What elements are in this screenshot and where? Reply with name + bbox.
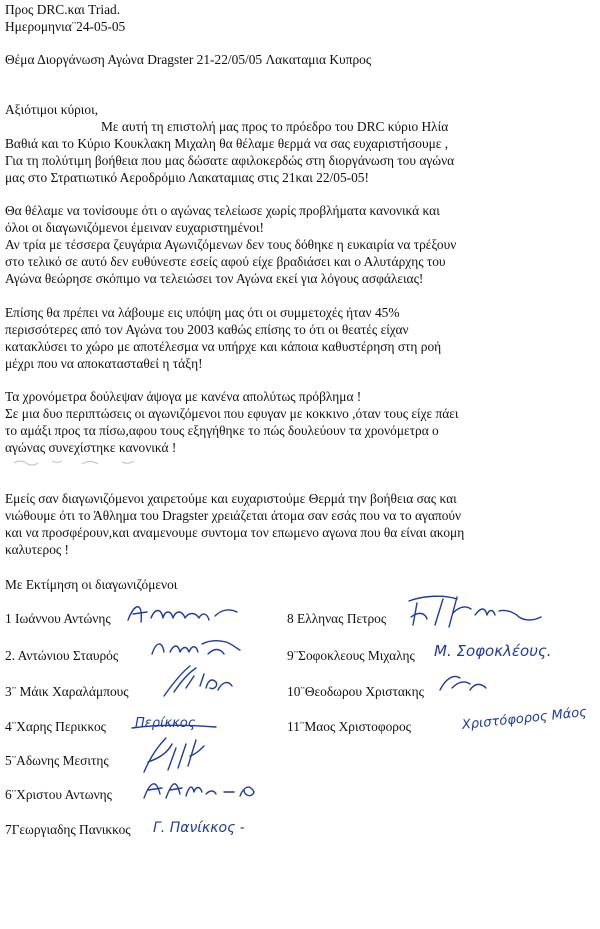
paragraph-line: και να προσφέρουν,και αναμενουμε συντομα τον επωμενο αγωνα που θα είναι ακομη	[5, 525, 465, 540]
signatory-name: 7Γεωργιαδης Πανικκος	[5, 822, 131, 837]
date-line: Ημερομηνια¨24-05-05	[5, 19, 126, 34]
signature-7: Γ. Πανίκκος -	[153, 820, 245, 836]
paragraph-line: Βαθιά και το Κύριο Κουκλακη Μιχαλη θα θέλαμε θερμά να σας ευχαριστήσουμε ,	[5, 136, 449, 151]
paragraph-line: Για τη πολύτιμη βοήθεια που μας δώσατε αφιλοκερδώς στη διοργάνωση του αγώνα	[5, 153, 455, 168]
paragraph-line: μέχρι που να αποκατασταθεί η τάξη!	[5, 356, 203, 371]
signature-6	[140, 772, 270, 804]
signature-4-underline	[130, 722, 220, 732]
signatory-name: 11¨Μαος Χριστοφορος	[287, 719, 411, 734]
signature-5	[138, 732, 208, 776]
paragraph-line: μας στο Στρατιωτικό Αεροδρόμιο Λακαταμιας στις 21και 22/05-05!	[5, 170, 369, 185]
recipient-line: Προς DRC.και Triad.	[5, 2, 121, 17]
signatory-name: 4¨Χαρης Περικκος	[5, 719, 106, 734]
paragraph-line: Επίσης θα πρέπει να λάβουμε εις υπόψη μας ότι οι συμμετοχές ήταν 45%	[5, 305, 400, 320]
salutation: Αξιότιμοι κύριοι,	[5, 102, 99, 117]
paragraph-line: Εμείς σαν διαγωνιζόμενοι χαιρετούμε και ευχαριστούμε Θερμά την βοήθεια σας και	[5, 491, 457, 506]
signatory-name: 5¨Αδωνης Μεσιτης	[5, 753, 109, 768]
subject-line: Θέμα Διοργάνωση Αγώνα Dragster 21-22/05/05 Λακαταμια Κυπρος	[5, 52, 372, 67]
paragraph-line: Τα χρονόμετρα δούλεψαν άψογα με κανένα απολύτως πρόβλημα !	[5, 389, 362, 404]
signatory-name: 10¨Θεοδωρου Χριστακης	[287, 684, 424, 699]
paragraph-line: Σε μια δυο περιπτώσεις οι αγωνιζόμενοι που εφυγαν με κοκκινο ,όταν τους είχε πάει	[5, 406, 459, 421]
paragraph-line: περισσότερες από τον Αγώνα του 2003 καθώς επίσης το ότι οι θεατές είχαν	[5, 322, 409, 337]
paragraph-line: νιώθουμε ότι το Άθλημα του Dragster χρειάζεται άτομα σαν εσάς που να το αγαπούν	[5, 508, 462, 523]
signatory-name: 3¨ Μάικ Χαραλάμπους	[5, 684, 129, 699]
paragraph-line: όλοι οι διαγωνιζόμενοι έμειναν ευχαριστημένοι!	[5, 220, 264, 235]
closing-line: Με Εκτίμηση οι διαγωνιζόμενοι	[5, 577, 178, 592]
signature-2	[150, 634, 245, 662]
signatory-name: 9¨Σοφοκλεους Μιχαλης	[287, 648, 415, 663]
paragraph-line: Θα θέλαμε να τονίσουμε ότι ο αγώνας τελείωσε χωρίς προβλήματα κανονικά και	[5, 203, 440, 218]
paragraph-line: στο τελικό σε αυτό δεν ευθύνεστε εσείς αφού είχε βραδιάσει και ο Αλυτάρχης του	[5, 254, 446, 269]
paragraph-line: Αν τρία με τέσσερα ζευγάρια Αγωνιζόμενων δεν τους δόθηκε η ευκαιρία να τρέξουν	[5, 237, 457, 252]
signature-3	[160, 662, 240, 702]
signatory-name: 1 Ιωάννου Αντώνης	[5, 611, 111, 626]
paragraph-line: το αμάξι προς τα πίσω,αφου τους εξηγήθηκε το πώς δουλεύουν τα χρονόμετρα ο	[5, 423, 439, 438]
paragraph-line: αγώνας συνεχίστηκε κανονικά !	[5, 440, 177, 455]
scan-smudge	[12, 455, 162, 469]
signature-1	[125, 598, 240, 628]
paragraph-line: Αγώνα θεώρησε σκόπιμο να τελειώσει τον Αγώνα εκεί για λόγους ασφάλειας!	[5, 271, 424, 286]
paragraph-line: καλυτερος !	[5, 542, 70, 557]
signature-11: Χριστόφορος Μάος	[461, 704, 588, 733]
signatory-name: 8 Ελληνας Πετρος	[287, 611, 387, 626]
signature-4: Περίκκος	[135, 716, 196, 731]
signature-10	[436, 668, 496, 696]
paragraph-line: Με αυτή τη επιστολή μας προς το πρόεδρο του DRC κύριο Ηλία	[101, 119, 449, 134]
signature-8	[405, 591, 555, 631]
paragraph-line: κατακλύσει το χώρο με αποτέλεσμα να υπήρχε και κάποια καθυστέρηση στη ροή	[5, 339, 442, 354]
signature-9: Μ. Σοφοκλέους.	[434, 642, 552, 660]
signatory-name: 2. Αντώνιου Σταυρός	[5, 648, 119, 663]
signatory-name: 6¨Χριστου Αντωνης	[5, 787, 112, 802]
